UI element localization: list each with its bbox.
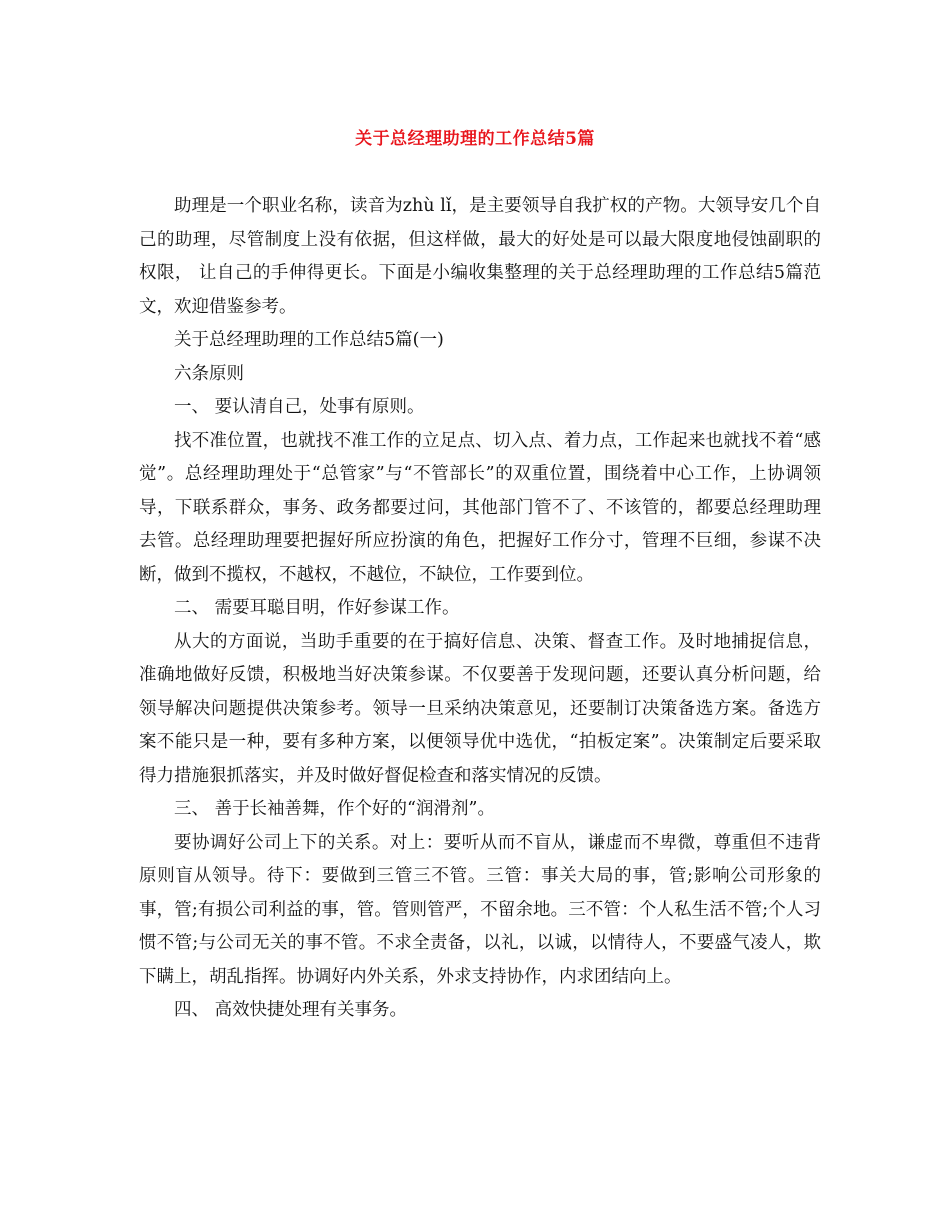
principle-body-3: 要协调好公司上下的关系。对上：要听从而不盲从，谦虚而不卑微，尊重但不违背原则盲从领导。待下：要做到三管三不管。三管：事关大局的事，管;影响公司形象的事，管;有损公司利益的事，管。管则管严，不留余地。三不管：个人私生活不管;个人习惯不管;与公司无关的事不管。不求全责备，以礼，以诚，以情待人，不要盛气凌人，欺下瞒上，胡乱指挥。协调好内外关系，外求支持协作，内求团结向上。 xyxy=(139,832,821,987)
document-body xyxy=(139,190,821,1028)
principle-heading-3: 三、 善于长袖善舞，作个好的“润滑剂”。 xyxy=(174,799,495,819)
section-heading: 关于总经理助理的工作总结5篇(一) xyxy=(174,330,444,350)
principle-body-1: 找不准位置，也就找不准工作的立足点、切入点、着力点，工作起来也就找不着“感觉”。总经理助理处于“总管家”与“不管部长”的双重位置，围绕着中心工作，上协调领导，下联系群众，事务、政务都要过问，其他部门管不了、不该管的，都要总经理助理去管。总经理助理要把握好所应扮演的角色，把握好工作分寸，管理不巨细，参谋不决断，做到不揽权，不越权，不越位，不缺位，工作要到位。 xyxy=(139,430,821,585)
principle-body-2: 从大的方面说，当助手重要的在于搞好信息、决策、督查工作。及时地捕捉信息，准确地做好反馈，积极地当好决策参谋。不仅要善于发现问题，还要认真分析问题，给领导解决问题提供决策参考。领导一旦采纳决策意见，还要制订决策备选方案。备选方案不能只是一种，要有多种方案，以便领导优中选优，“拍板定案”。决策制定后要采取得力措施狠抓落实，并及时做好督促检查和落实情况的反馈。 xyxy=(139,631,821,786)
intro-paragraph: 助理是一个职业名称，读音为zhù lǐ，是主要领导自我扩权的产物。大领导安几个自己的助理，尽管制度上没有依据，但这样做，最大的好处是可以最大限度地侵蚀副职的权限， 让自己的手伸得更长。下面是小编收集整理的关于总经理助理的工作总结5篇范文，欢迎借鉴参考。 xyxy=(139,196,821,317)
subsection-heading: 六条原则 xyxy=(174,363,244,384)
document-title: 关于总经理助理的工作总结5篇 xyxy=(355,129,595,149)
principle-heading-4: 四、 高效快捷处理有关事务。 xyxy=(174,1000,408,1020)
principle-heading-1: 一、 要认清自己，处事有原则。 xyxy=(174,397,425,417)
principle-heading-2: 二、 需要耳聪目明，作好参谋工作。 xyxy=(174,598,460,618)
